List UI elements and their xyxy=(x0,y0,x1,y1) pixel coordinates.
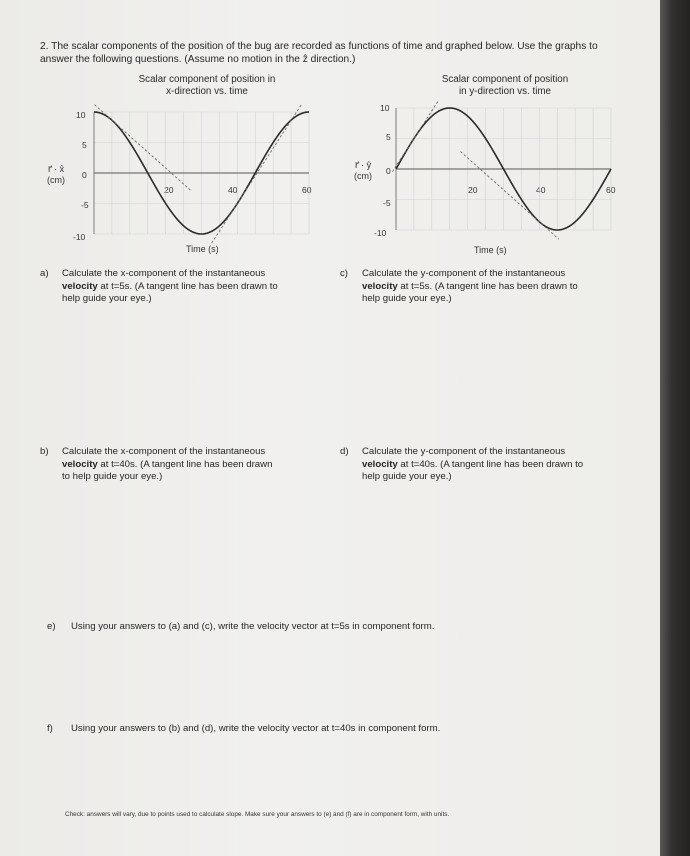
chart-y-ytick: 10 xyxy=(380,103,390,113)
chart-y-ytick: -5 xyxy=(383,198,391,208)
question-d-line3: help guide your eye.) xyxy=(362,471,452,482)
chart-y-position xyxy=(396,108,621,240)
question-d-label: d) xyxy=(340,446,349,457)
chart-x-ytick: -10 xyxy=(73,232,86,242)
question-d-line1: Calculate the y-component of the instantaneous xyxy=(362,446,566,457)
question-a-bold: velocity xyxy=(62,280,98,292)
chart-y-title-line1: Scalar component of position xyxy=(441,74,569,85)
chart-x-title xyxy=(118,74,296,98)
problem-intro: 2. The scalar components of the position of the bug are recorded as functions of time and graphed below. Use the graphs to answer the following questions. (Assume no motion in the ẑ direction.) xyxy=(40,41,598,65)
chart-y-xtick: 20 xyxy=(468,185,478,195)
chart-x-ytick: 5 xyxy=(82,140,87,150)
chart-y-xlabel: Time (s) xyxy=(474,245,507,255)
chart-x-ylabel-line1: r⃗ · x̂ xyxy=(47,164,65,174)
question-d-bold: velocity xyxy=(362,458,398,470)
chart-x-ylabel-line2: (cm) xyxy=(47,175,65,185)
question-e-label: e) xyxy=(47,621,56,632)
chart-x-ytick: -5 xyxy=(81,200,89,210)
question-d-line2: at t=40s. (A tangent line has been drawn to xyxy=(397,458,584,470)
chart-x-xlabel: Time (s) xyxy=(186,244,219,254)
question-b-bold: velocity xyxy=(62,458,98,470)
chart-y-ytick: 5 xyxy=(386,132,391,142)
question-a-line1: Calculate the x-component of the instantaneous xyxy=(62,268,266,279)
chart-x-ytick: 10 xyxy=(76,110,86,120)
question-b-line2: at t=40s. (A tangent line has been drawn xyxy=(97,458,273,470)
chart-y-title xyxy=(420,74,590,98)
tangent-line xyxy=(212,105,302,243)
background-edge xyxy=(660,0,690,856)
chart-x-xtick: 60 xyxy=(302,185,312,195)
question-a-line3: help guide your eye.) xyxy=(62,293,152,304)
question-e-text: Using your answers to (a) and (c), write the velocity vector at t=5s in component form. xyxy=(71,621,435,632)
chart-y-xtick: 60 xyxy=(606,185,616,195)
question-c-label: c) xyxy=(340,268,348,279)
chart-y-title-line2: in y-direction vs. time xyxy=(458,86,551,97)
chart-y-ylabel xyxy=(345,160,381,182)
question-c-line1: Calculate the y-component of the instantaneous xyxy=(362,268,566,279)
question-c-bold: velocity xyxy=(362,280,398,292)
chart-x-xtick: 20 xyxy=(164,185,174,195)
tangent-line xyxy=(392,101,438,172)
chart-x-position xyxy=(94,112,319,244)
chart-y-ytick: 0 xyxy=(386,166,391,176)
question-b-label: b) xyxy=(40,446,49,457)
question-c-line3: help guide your eye.) xyxy=(362,293,452,304)
check-note: Check: answers will vary, due to points used to calculate slope. Make sure your answers to (e) and (f) are in component form, with units. xyxy=(65,811,450,818)
plot-area xyxy=(94,105,312,243)
question-b-line1: Calculate the x-component of the instantaneous xyxy=(62,446,266,457)
chart-x-ylabel xyxy=(40,164,72,186)
chart-y-ytick: -10 xyxy=(374,228,387,238)
question-a-label: a) xyxy=(40,268,49,279)
chart-x-ytick: 0 xyxy=(82,170,87,180)
plot-area xyxy=(392,101,611,239)
question-f-text: Using your answers to (b) and (d), write the velocity vector at t=40s in component form. xyxy=(71,723,441,734)
question-c-line2: at t=5s. (A tangent line has been drawn to xyxy=(397,280,578,292)
tangent-line xyxy=(95,105,191,191)
chart-y-ylabel-line2: (cm) xyxy=(354,171,372,181)
chart-x-xtick: 40 xyxy=(228,185,238,195)
question-f-label: f) xyxy=(47,723,53,734)
question-a-line2: at t=5s. (A tangent line has been drawn to xyxy=(97,280,278,292)
question-b-line3: to help guide your eye.) xyxy=(62,471,163,482)
chart-x-title-line2: x-direction vs. time xyxy=(166,86,248,97)
chart-y-xtick: 40 xyxy=(536,185,546,195)
chart-y-ylabel-line1: r⃗ · ŷ xyxy=(354,160,372,170)
chart-x-title-line1: Scalar component of position in xyxy=(138,74,276,85)
